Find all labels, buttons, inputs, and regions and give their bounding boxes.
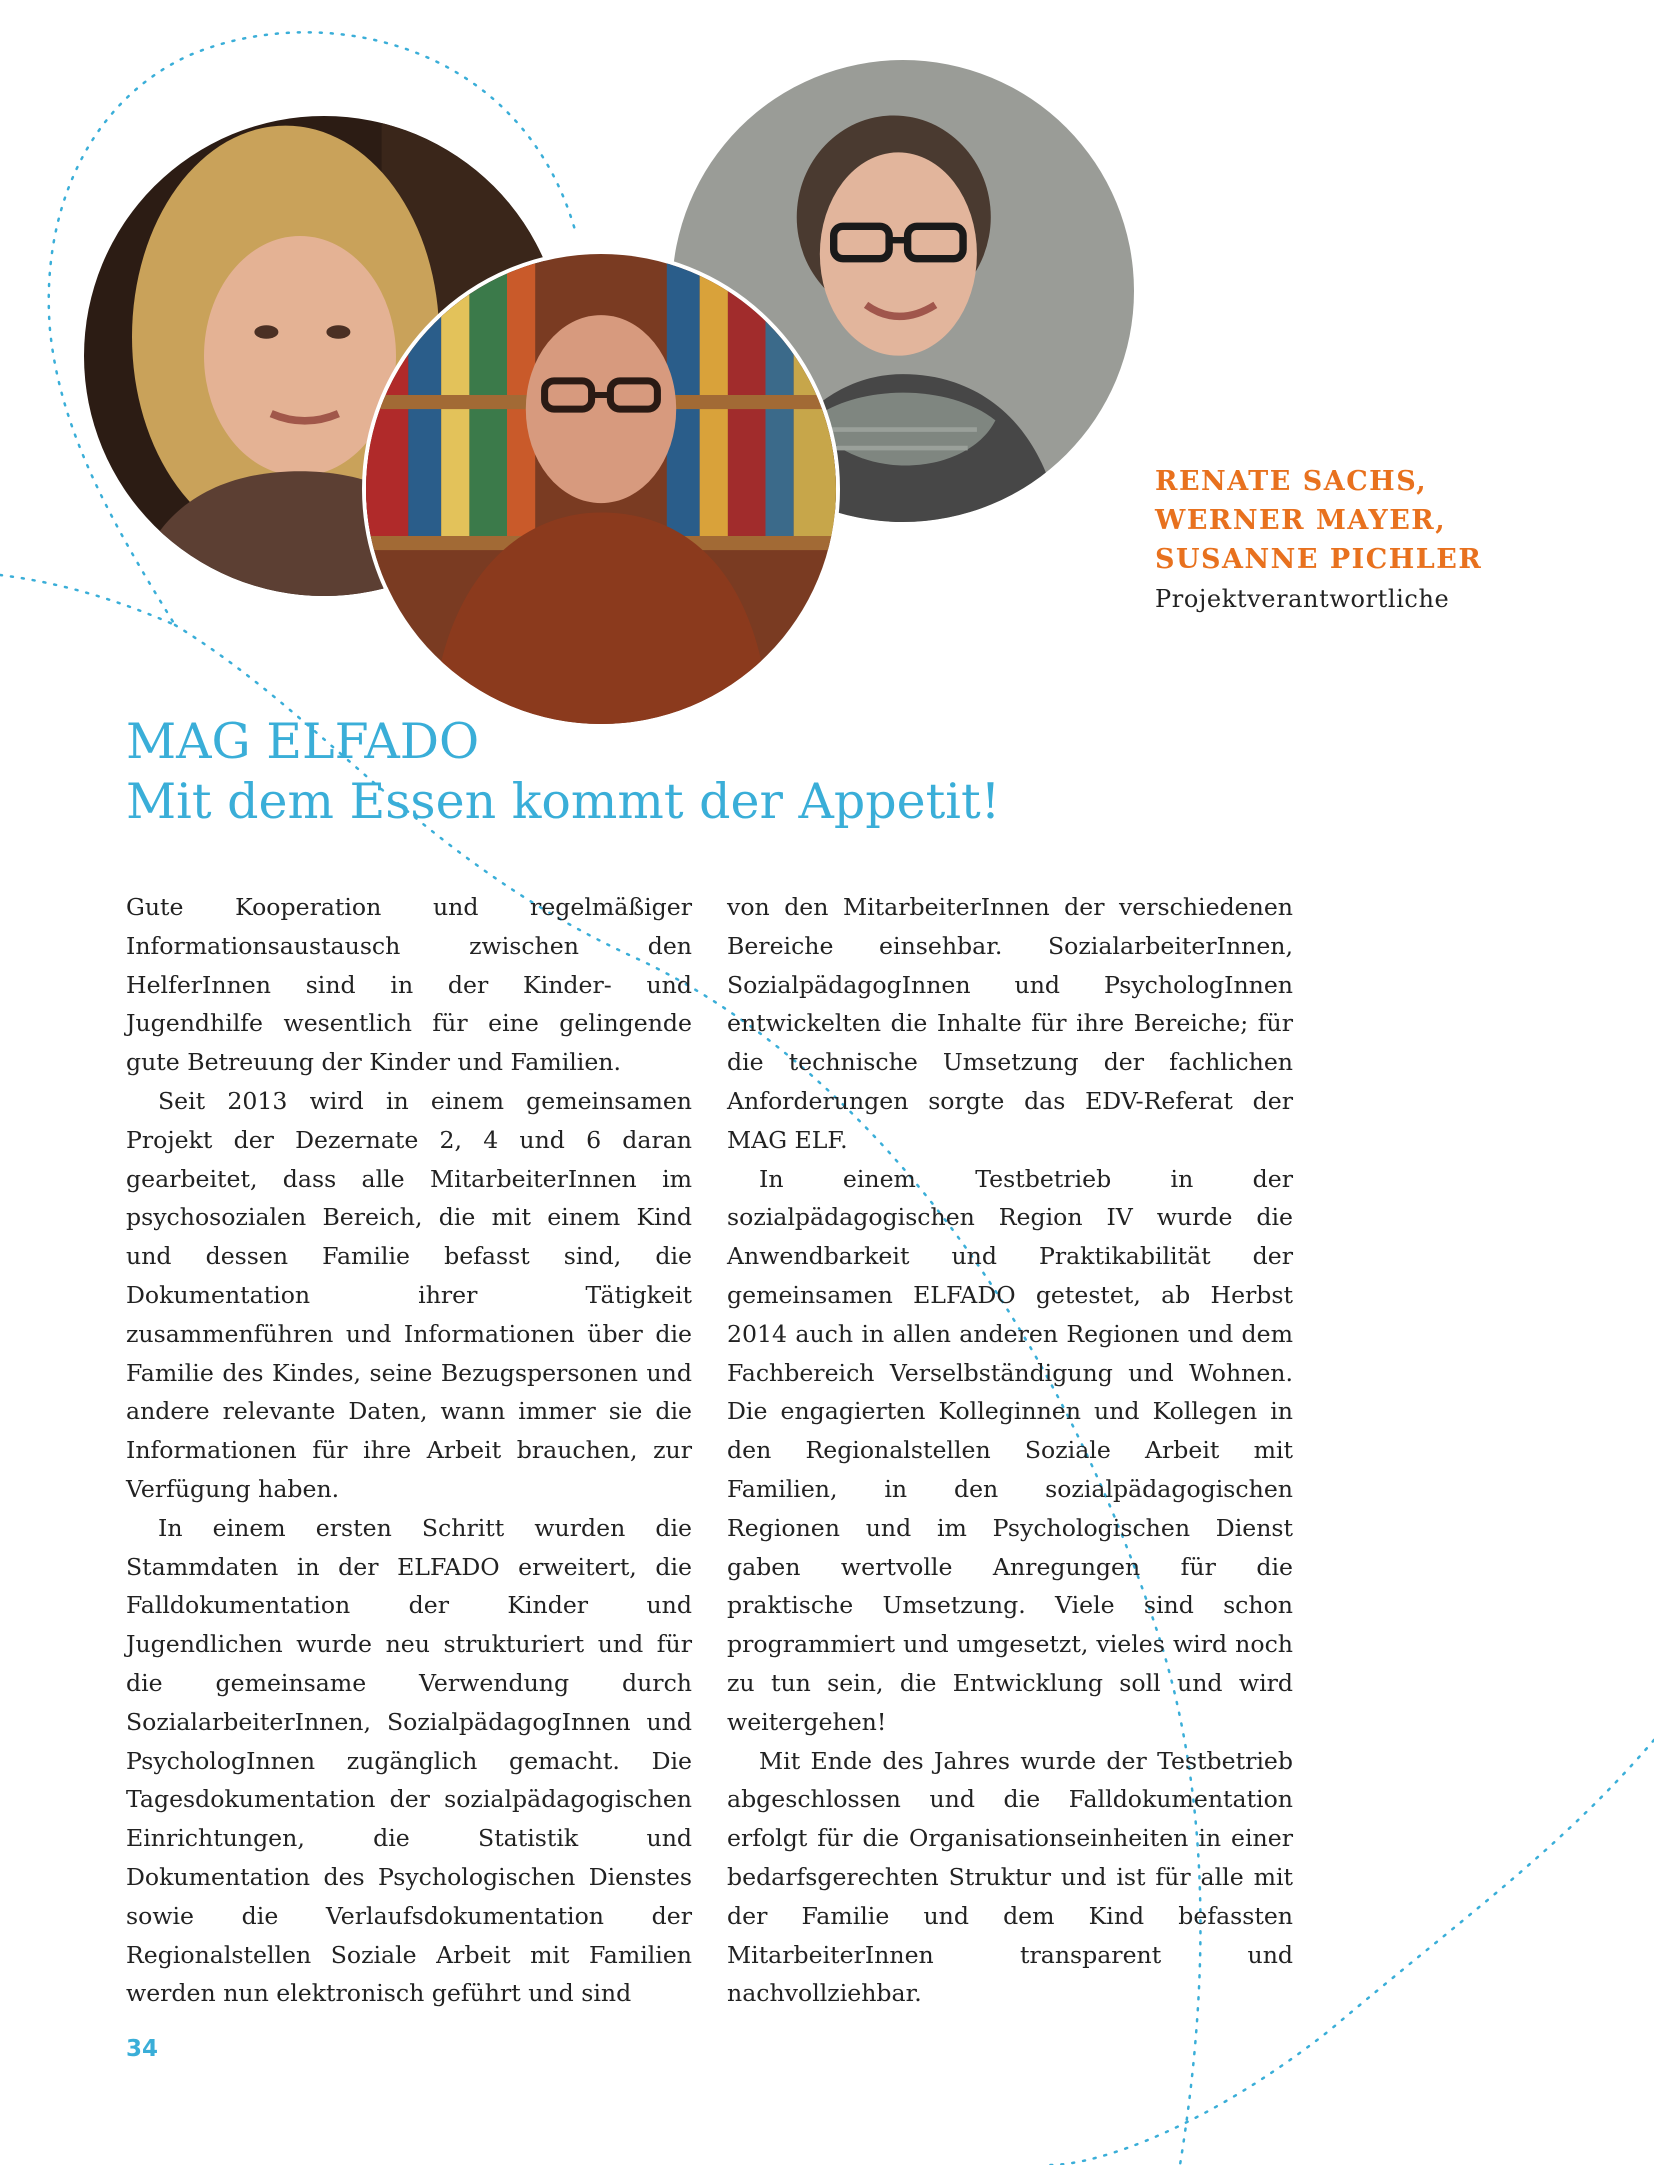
- person-name: RENATE SACHS,: [1155, 466, 1428, 497]
- article-paragraph: von den MitarbeiterInnen der verschiedenen Bereiche einsehbar. SozialarbeiterInnen, SozialpädagogInnen und PsychologInnen entwickelten die Inhalte für ihre Bereiche; für die technische Umsetzung der fachlichen Anforderungen sorgte das EDV-Referat der MAG ELF.: [727, 893, 1293, 1154]
- article-column-right: [727, 888, 1293, 2013]
- person-name: WERNER MAYER,: [1155, 505, 1447, 536]
- article-paragraph: In einem ersten Schritt wurden die Stammdaten in der ELFADO erweitert, die Falldokumentation der Kinder und Jugendlichen wurde neu strukturiert und für die gemeinsame Verwendung durch SozialarbeiterInnen, SozialpädagogInnen und PsychologInnen zugänglich gemacht. Die Tagesdokumentation der sozialpädagogischen Einrichtungen, die Statistik und Dokumentation des Psychologischen Dienstes sowie die Verlaufsdokumentation der Regionalstellen Soziale Arbeit mit Familien werden nun elektronisch geführt und sind: [126, 1513, 692, 2008]
- article-paragraph: Gute Kooperation und regelmäßiger Informationsaustausch zwischen den HelferInnen sind in der Kinder- und Jugendhilfe wesentlich für eine gelingende gute Betreuung der Kinder und Familien.: [126, 893, 692, 1077]
- photo-werner-mayer: [362, 250, 840, 728]
- article-paragraph: Seit 2013 wird in einem gemeinsamen Projekt der Dezernate 2, 4 und 6 daran gearbeitet, dass alle MitarbeiterInnen im psychosozialen Bereich, die mit einem Kind und dessen Familie befasst sind, die Dokumentation ihrer Tätigkeit zusammenführen und Informationen über die Familie des Kindes, seine Bezugspersonen und andere relevante Daten, wann immer sie die Informationen für ihre Arbeit brauchen, zur Verfügung haben.: [126, 1086, 692, 1503]
- person-name: SUSANNE PICHLER: [1155, 544, 1483, 575]
- article-title: [126, 712, 1326, 832]
- page-number: 34: [126, 2036, 159, 2062]
- article-paragraph: In einem Testbetrieb in der sozialpädagogischen Region IV wurde die Anwendbarkeit und Praktikabilität der gemeinsamen ELFADO getestet, ab Herbst 2014 auch in allen anderen Regionen und dem Fachbereich Verselbständigung und Wohnen. Die engagierten Kolleginnen und Kollegen in den Regionalstellen Soziale Arbeit mit Familien, in den sozialpädagogischen Regionen und im Psychologischen Dienst gaben wertvolle Anregungen für die praktische Umsetzung. Viele sind schon programmiert und umgesetzt, vieles wird noch zu tun sein, die Entwicklung soll und wird weitergehen!: [727, 1164, 1293, 1736]
- article-paragraph: Mit Ende des Jahres wurde der Testbetrieb abgeschlossen und die Falldokumentation erfolgt für die Organisationseinheiten in einer bedarfsgerechten Struktur und ist für alle mit der Familie und dem Kind befassten MitarbeiterInnen transparent und nachvollziehbar.: [727, 1746, 1293, 2008]
- role-label: Projektverantwortliche: [1155, 585, 1450, 613]
- portrait-caption: [1155, 462, 1625, 619]
- article-column-left: [126, 888, 692, 2013]
- article-title-line-1: MAG ELFADO: [126, 713, 480, 770]
- article-title-line-2: Mit dem Essen kommt der Appetit!: [126, 773, 1001, 830]
